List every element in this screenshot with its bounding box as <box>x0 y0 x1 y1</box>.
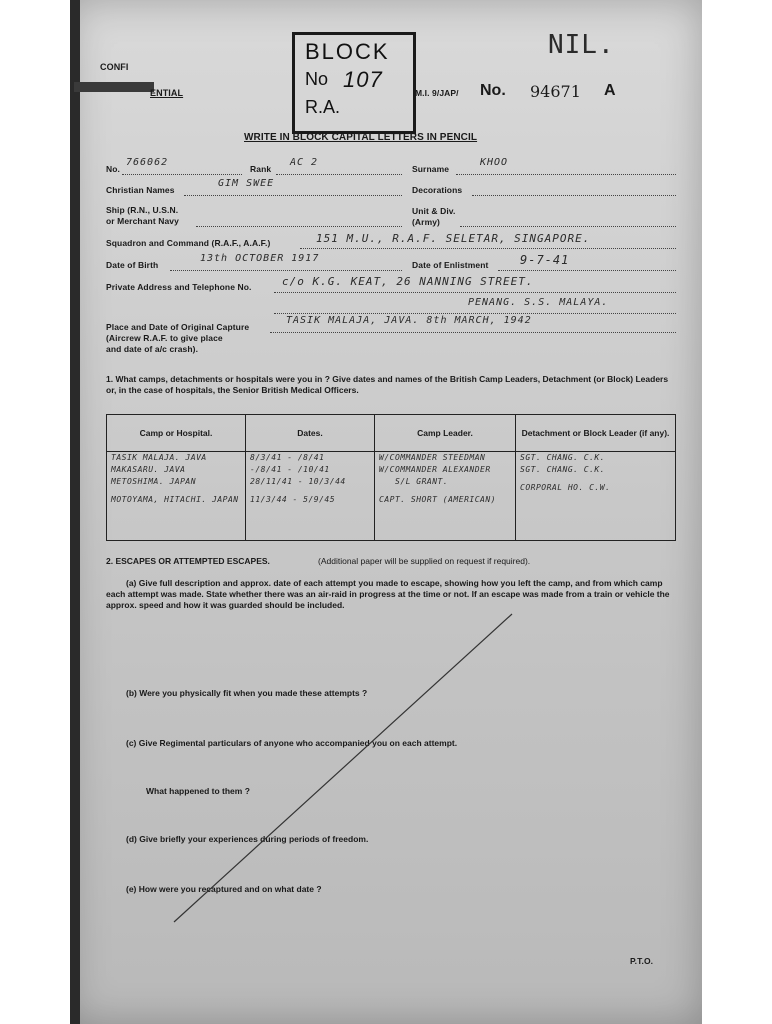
camp-2: MAKASARU. JAVA <box>111 465 186 474</box>
address-value-1: c/o K.G. KEAT, 26 NANNING STREET. <box>282 275 534 288</box>
capture-label-2: (Aircrew R.A.F. to give place <box>106 333 223 343</box>
q2-c2: What happened to them ? <box>146 786 250 796</box>
ref-label: M.I. 9/JAP/ <box>415 88 459 98</box>
unit-label-1: Unit & Div. <box>412 206 456 216</box>
camp-3: METOSHIMA. JAPAN <box>111 477 197 486</box>
dob-label: Date of Birth <box>106 260 159 270</box>
stamp-raf: R.A. <box>305 97 341 117</box>
no-label: No. <box>480 82 506 99</box>
capture-value: TASIK MALAJA, JAVA. 8th MARCH, 1942 <box>286 315 532 326</box>
christian-value: GIM SWEE <box>218 178 275 189</box>
no-field-value: 766062 <box>126 157 169 168</box>
surname-value: KHOO <box>480 157 509 168</box>
header-dates: Dates. <box>246 415 375 452</box>
detachment-1: SGT. CHANG. C.K. <box>520 453 606 462</box>
ship-label-1: Ship (R.N., U.S.N. <box>106 205 179 215</box>
q2-a: (a) Give full description and approx. date of each attempt you made to escape, showing how you left the camp, and from which camp each attempt was made. State whether there was an air-raid in progress at the time or not. If an escape was made from a train or vehicle the approx. speed and how it was guarded should be included. <box>106 578 670 610</box>
rank-label: Rank <box>250 164 272 174</box>
leader-2: W/COMMANDER ALEXANDER <box>379 465 491 474</box>
surname-label: Surname <box>412 164 450 174</box>
q2-d: (d) Give briefly your experiences during periods of freedom. <box>126 834 369 844</box>
q2-e: (e) How were you recaptured and on what date ? <box>126 884 322 894</box>
capture-label-3: and date of a/c crash). <box>106 344 199 354</box>
dates-1: 8/3/41 - /8/41 <box>250 453 325 462</box>
dates-3: 28/11/41 - 10/3/44 <box>250 477 346 486</box>
dob-value: 13th OCTOBER 1917 <box>200 253 320 264</box>
stamp-no-value: 107 <box>343 67 383 92</box>
camp-1: TASIK MALAJA. JAVA <box>111 453 207 462</box>
form-number: 94671 <box>530 82 581 101</box>
ship-label-2: or Merchant Navy <box>106 216 179 226</box>
classification-top: CONFI <box>100 62 129 72</box>
q2-note: (Additional paper will be supplied on request if required). <box>318 556 531 566</box>
leader-3: S/L GRANT. <box>395 477 449 486</box>
address-label: Private Address and Telephone No. <box>106 282 252 292</box>
q1-text: 1. What camps, detachments or hospitals were you in ? Give dates and names of the British Camp Leaders, Detachment (or Block) Leaders or, in the case of hospitals, the Senior British Medical Officers. <box>106 374 669 395</box>
no-field-label: No. <box>106 164 120 174</box>
unit-label-2: (Army) <box>412 217 440 227</box>
header-camp: Camp or Hospital. <box>107 415 246 452</box>
decorations-label: Decorations <box>412 185 463 195</box>
stamp-block: BLOCK <box>305 39 390 64</box>
header-camp-leader: Camp Leader. <box>375 415 516 452</box>
address-value-2: PENANG. S.S. MALAYA. <box>468 297 609 308</box>
rank-value: AC 2 <box>290 157 319 168</box>
header-detachment: Detachment or Block Leader (if any). <box>516 415 676 452</box>
detachment-4: CORPORAL HO. C.W. <box>520 483 611 492</box>
stamp-no: No <box>305 69 329 89</box>
leader-4: CAPT. SHORT (AMERICAN) <box>379 495 496 504</box>
enlist-value: 9-7-41 <box>520 253 570 267</box>
squadron-value: 151 M.U., R.A.F. SELETAR, SINGAPORE. <box>316 232 591 245</box>
nil-note: NIL. <box>548 30 615 60</box>
instruction: WRITE IN BLOCK CAPITAL LETTERS IN PENCIL <box>244 132 478 143</box>
squadron-label: Squadron and Command (R.A.F., A.A.F.) <box>106 238 271 248</box>
christian-label: Christian Names <box>106 185 175 195</box>
camp-4: MOTOYAMA, HITACHI. JAPAN <box>111 495 239 504</box>
enlist-label: Date of Enlistment <box>412 260 489 270</box>
q2-c: (c) Give Regimental particulars of anyone who accompanied you on each attempt. <box>126 738 458 748</box>
q2-title: 2. ESCAPES OR ATTEMPTED ESCAPES. <box>106 556 270 566</box>
capture-label-1: Place and Date of Original Capture <box>106 322 250 332</box>
classification-bottom: ENTIAL <box>150 88 184 98</box>
leader-1: W/COMMANDER STEEDMAN <box>379 453 486 462</box>
form-suffix: A <box>604 82 616 99</box>
dates-4: 11/3/44 - 5/9/45 <box>250 495 336 504</box>
dates-2: -/8/41 - /10/41 <box>250 465 330 474</box>
detachment-2: SGT. CHANG. C.K. <box>520 465 606 474</box>
q2-b: (b) Were you physically fit when you made these attempts ? <box>126 688 368 698</box>
pto: P.T.O. <box>630 956 654 966</box>
